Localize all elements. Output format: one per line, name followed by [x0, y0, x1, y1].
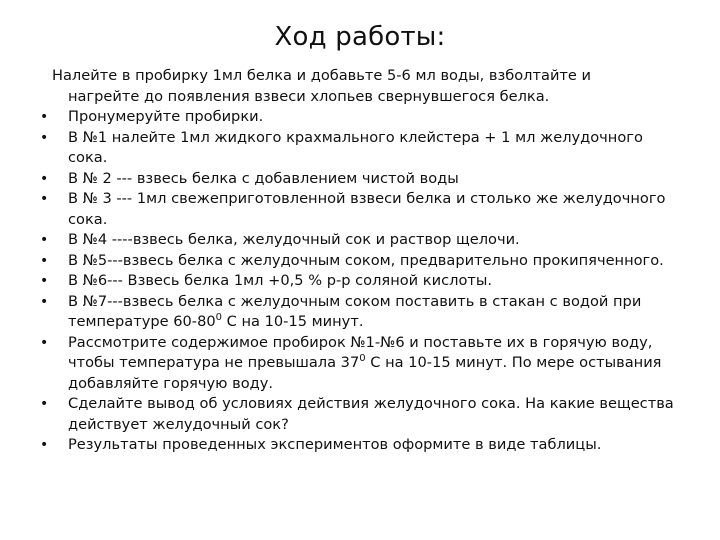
- list-item: [40, 107, 680, 128]
- list-item: [40, 394, 680, 435]
- list-item: [40, 333, 680, 395]
- bullet-icon: •: [40, 293, 49, 310]
- bullet-icon: •: [40, 191, 49, 207]
- steps-list: [40, 107, 680, 456]
- degree-superscript: 0: [215, 312, 223, 323]
- list-item-text-post: С на 10-15 минут. По мере остывания добавляйте горячую воду.: [68, 354, 662, 392]
- list-item: [40, 271, 680, 292]
- list-item-text: В №6--- Взвесь белка 1мл +0,5 % р-р соляной кислоты.: [68, 272, 493, 289]
- slide-title: Ход работы:: [274, 22, 446, 52]
- list-item: [40, 230, 680, 251]
- intro-line-2: нагрейте до появления взвеси хлопьев свернувшегося белка.: [68, 87, 550, 105]
- bullet-icon: •: [40, 129, 49, 146]
- bullet-icon: •: [40, 437, 49, 453]
- degree-superscript: 0: [359, 353, 366, 364]
- list-item: [40, 292, 680, 333]
- list-item-text: В №5---взвесь белка с желудочным соком, предварительно прокипяченного.: [68, 251, 664, 269]
- list-item-text: Результаты проведенных экспериментов оформите в виде таблицы.: [68, 436, 602, 453]
- list-item-text-post: С на 10-15 минут.: [222, 313, 364, 330]
- intro-paragraph: [40, 66, 680, 107]
- list-item-text: В №1 налейте 1мл жидкого крахмального клейстера + 1 мл желудочного сока.: [68, 128, 643, 166]
- list-item-text: В № 3 --- 1мл свежеприготовленной взвеси белка и столько же желудочного сока.: [68, 190, 666, 228]
- list-item-text: В №4 ----взвесь белка, желудочный сок и раствор щелочи.: [68, 231, 520, 248]
- list-item-text: Сделайте вывод об условиях действия желудочного сока. На какие вещества действует желудочный сок?: [68, 395, 674, 433]
- bullet-icon: •: [40, 252, 49, 269]
- intro-line-1: Налейте в пробирку 1мл белка и добавьте 5-6 мл воды, взболтайте и: [52, 67, 592, 84]
- list-item: [40, 189, 680, 230]
- bullet-icon: •: [40, 232, 49, 248]
- bullet-icon: •: [40, 273, 49, 289]
- list-item-text: Пронумеруйте пробирки.: [68, 108, 264, 125]
- list-item-text: В № 2 --- взвесь белка с добавлением чистой воды: [68, 169, 459, 187]
- list-item: [40, 435, 680, 456]
- list-item: [40, 251, 680, 272]
- bullet-icon: •: [40, 109, 49, 125]
- bullet-icon: •: [40, 170, 49, 187]
- slide-content: [40, 66, 680, 456]
- list-item: [40, 169, 680, 190]
- list-item-text-pre: В №7---взвесь белка с желудочным соком поставить в стакан с водой при температуре 60-80: [68, 292, 642, 330]
- bullet-icon: •: [40, 396, 49, 412]
- list-item: [40, 128, 680, 169]
- bullet-icon: •: [40, 334, 49, 351]
- list-item-text-pre: Рассмотрите содержимое пробирок №1-№6 и поставьте их в горячую воду, чтобы температура не превышала 37: [68, 333, 653, 371]
